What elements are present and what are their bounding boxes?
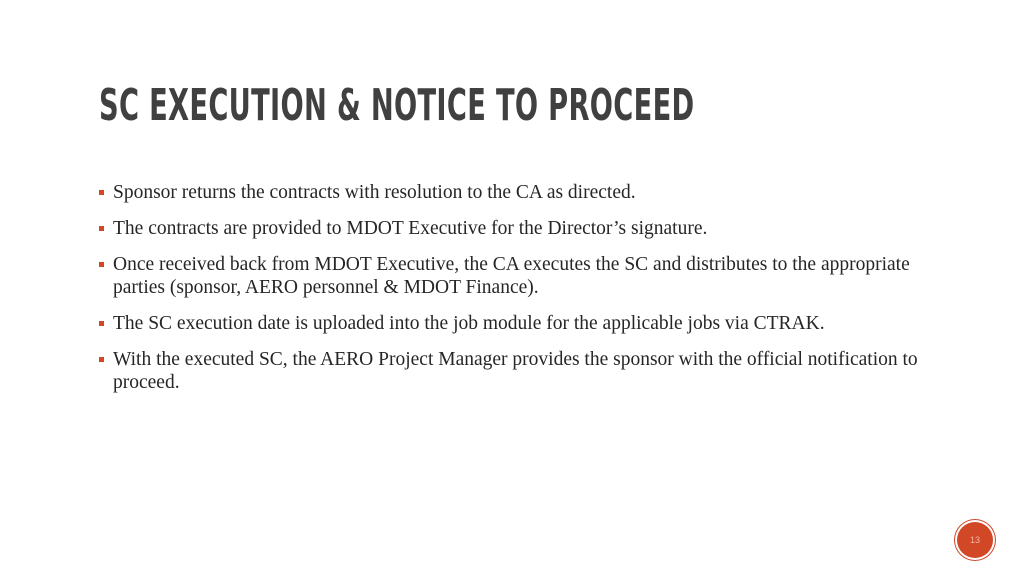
bullet-text: With the executed SC, the AERO Project Manager provides the sponsor with the official notification to proceed. bbox=[113, 349, 918, 393]
square-bullet-icon bbox=[99, 226, 104, 231]
square-bullet-icon bbox=[99, 190, 104, 195]
bullet-item bbox=[97, 217, 937, 240]
slide-title: SC EXECUTION & NOTICE TO PROCEED bbox=[99, 80, 695, 131]
bullet-item bbox=[97, 253, 937, 299]
bullet-item bbox=[97, 312, 937, 335]
square-bullet-icon bbox=[99, 262, 104, 267]
bullet-item bbox=[97, 181, 937, 204]
square-bullet-icon bbox=[99, 321, 104, 326]
slide-number: 13 bbox=[969, 535, 980, 545]
bullet-text: Sponsor returns the contracts with resolution to the CA as directed. bbox=[113, 182, 636, 203]
bullet-item bbox=[97, 348, 937, 394]
bullet-list bbox=[97, 181, 937, 407]
slide-number-badge bbox=[957, 522, 993, 558]
bullet-text: The contracts are provided to MDOT Executive for the Director’s signature. bbox=[113, 218, 708, 239]
square-bullet-icon bbox=[99, 357, 104, 362]
bullet-text: Once received back from MDOT Executive, the CA executes the SC and distributes to the appropriate parties (sponsor, AERO personnel & MDOT Finance). bbox=[113, 254, 910, 298]
bullet-text: The SC execution date is uploaded into the job module for the applicable jobs via CTRAK. bbox=[113, 313, 825, 334]
